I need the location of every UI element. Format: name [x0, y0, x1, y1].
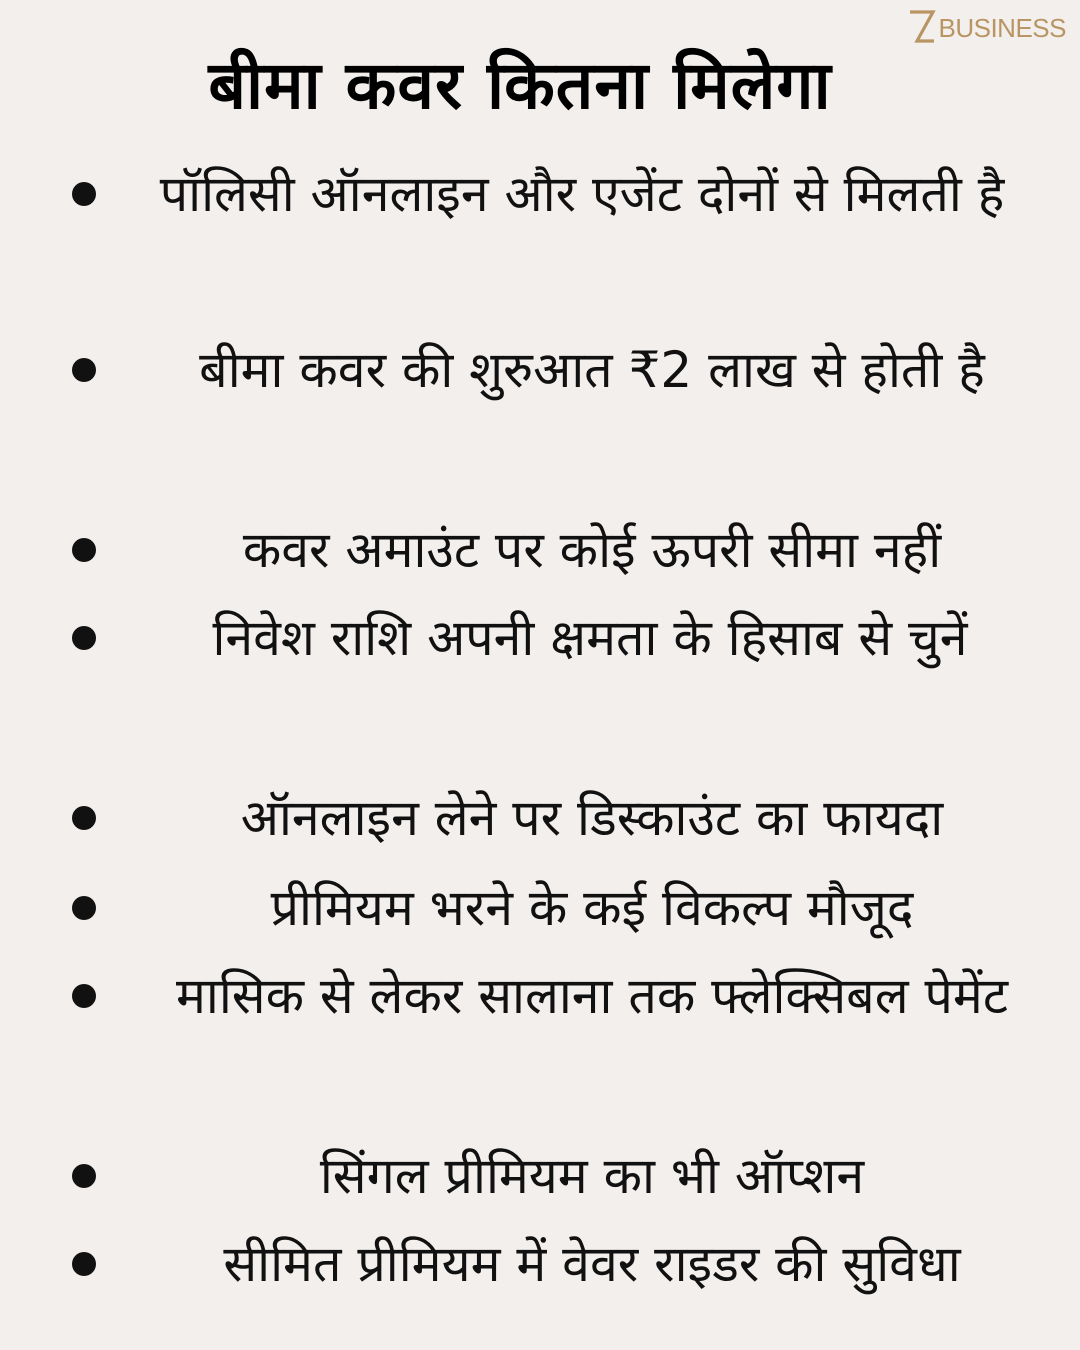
bullet-icon — [72, 182, 96, 206]
list-item — [0, 952, 1080, 1132]
bullet-icon — [72, 806, 96, 830]
list-item — [0, 326, 1080, 506]
bullet-icon — [72, 1164, 96, 1188]
list-item-text: ऑनलाइन लेने पर डिस्काउंट का फायदा — [240, 789, 944, 847]
list-item-text: बीमा कवर की शुरुआत ₹2 लाख से होती है — [199, 341, 985, 399]
list-item-text: सिंगल प्रीमियम का भी ऑप्शन — [319, 1147, 865, 1205]
bullet-icon — [72, 896, 96, 920]
list-item — [0, 864, 1080, 952]
list-item-text: मासिक से लेकर सालाना तक फ्लेक्सिबल पेमेंट — [175, 967, 1009, 1025]
bullet-icon — [72, 626, 96, 650]
brand-name: BUSINESS — [938, 13, 1066, 43]
list-item — [0, 1132, 1080, 1220]
list-item-text: पॉलिसी ऑनलाइन और एजेंट दोनों से मिलती है — [159, 165, 1005, 223]
list-item-text: सीमित प्रीमियम में वेवर राइडर की सुविधा — [223, 1235, 961, 1293]
list-item — [0, 150, 1080, 326]
list-item — [0, 506, 1080, 594]
page-title — [0, 36, 1080, 136]
list-item-text: कवर अमाउंट पर कोई ऊपरी सीमा नहीं — [242, 521, 942, 579]
list-item — [0, 594, 1080, 774]
bullet-icon — [72, 538, 96, 562]
list-item-text: निवेश राशि अपनी क्षमता के हिसाब से चुनें — [212, 609, 968, 667]
bullet-icon — [72, 1252, 96, 1276]
list-item — [0, 774, 1080, 864]
bullet-icon — [72, 984, 96, 1008]
list-item — [0, 1220, 1080, 1308]
list-item-text: प्रीमियम भरने के कई विकल्प मौजूद — [270, 879, 914, 937]
page-title-text: बीमा कवर कितना मिलेगा — [208, 47, 832, 124]
bullet-icon — [72, 358, 96, 382]
benefits-list — [0, 150, 1080, 1308]
